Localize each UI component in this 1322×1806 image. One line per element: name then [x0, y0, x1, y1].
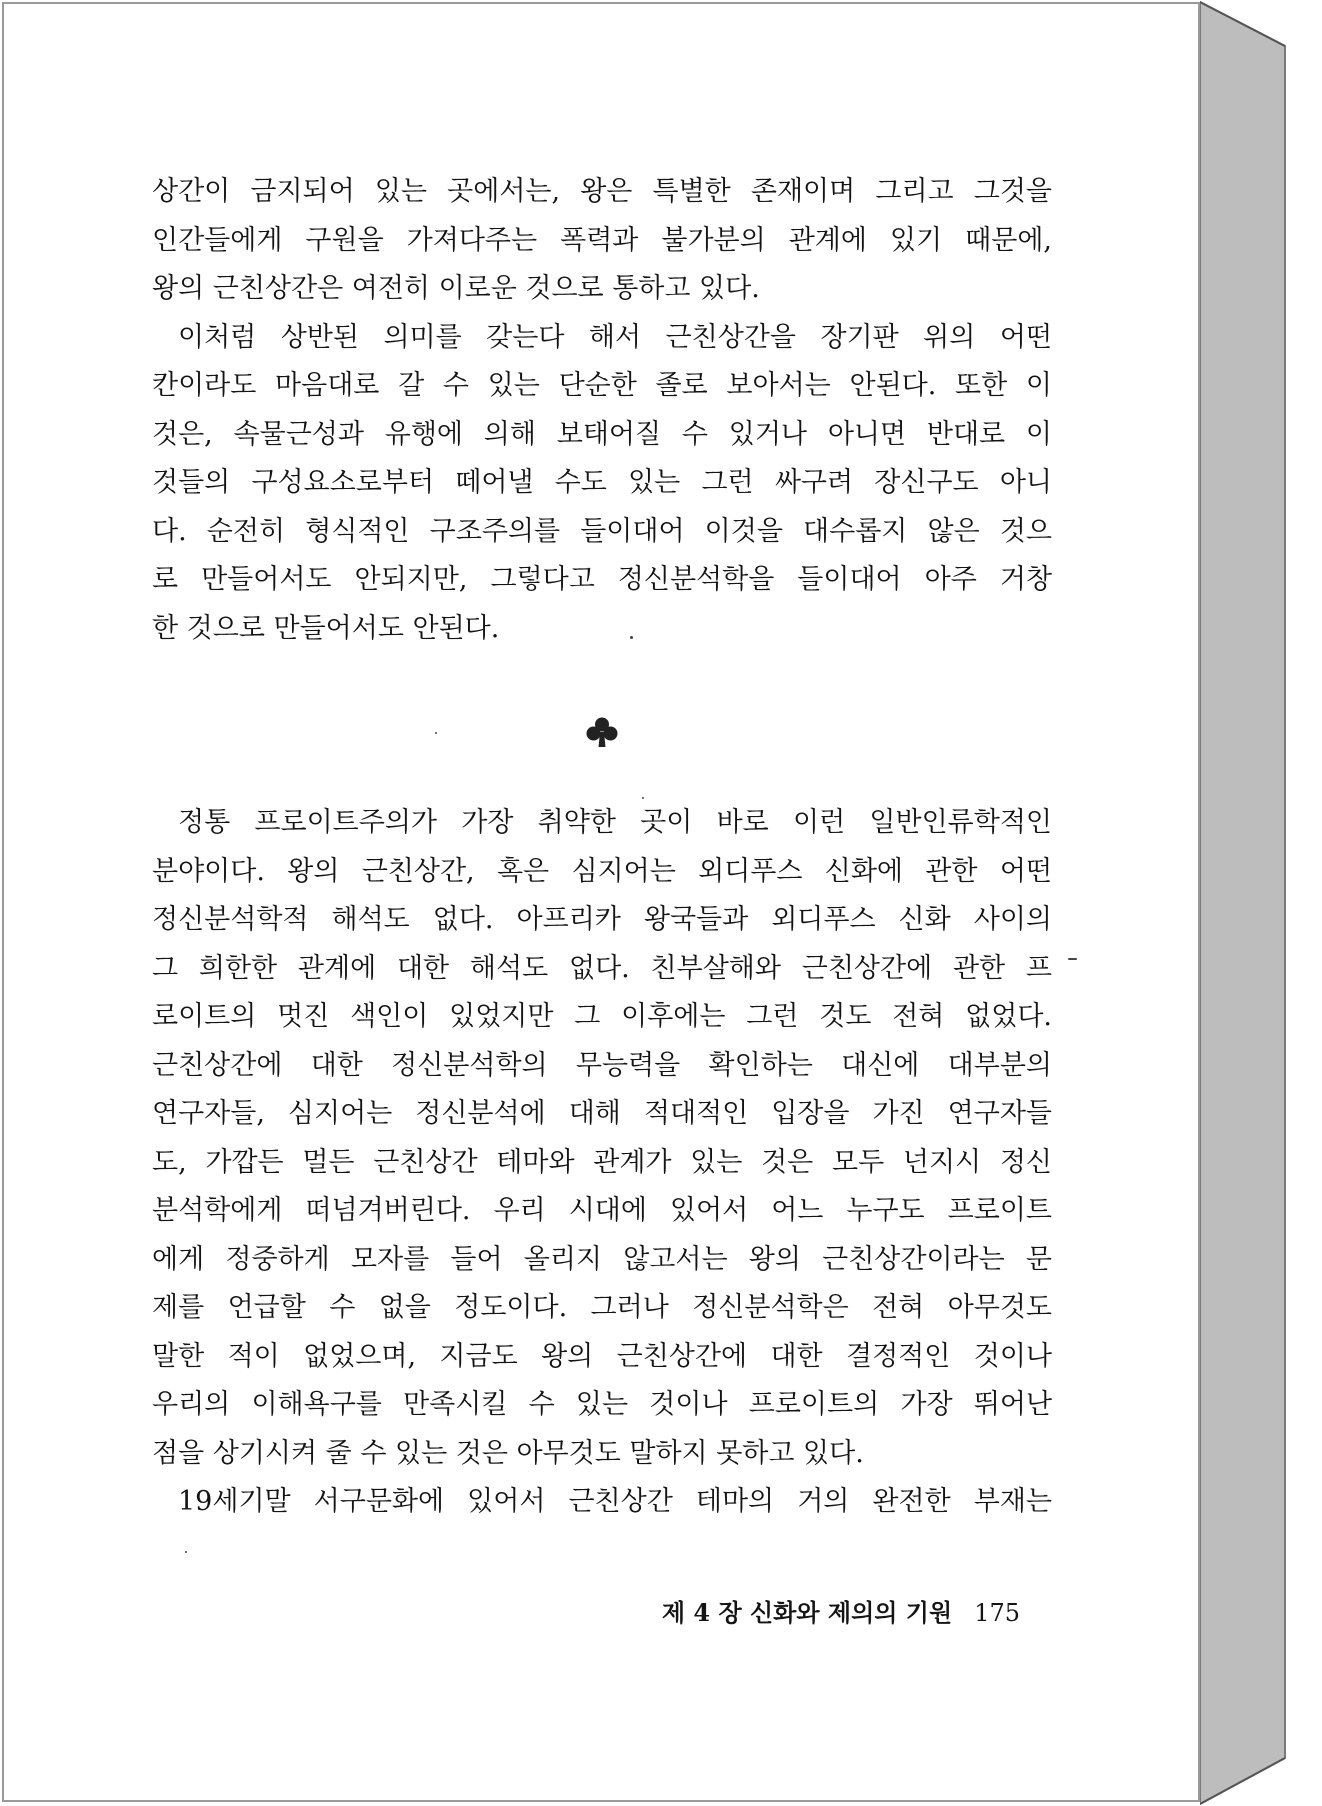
- text-line: 상간이 금지되어 있는 곳에서는, 왕은 특별한 존재이며 그리고 그것을: [152, 176, 1052, 207]
- text-line: 연구자들, 심지어는 정신분석에 대해 적대적인 입장을 가진 연구자들: [152, 1098, 1052, 1129]
- paragraph-3: [152, 799, 1052, 1478]
- text-line: 정신분석학적 해석도 없다. 아프리카 왕국들과 외디푸스 신화 사이의: [152, 904, 1052, 935]
- text-line: 분석학에게 떠넘겨버린다. 우리 시대에 있어서 어느 누구도 프로이트: [152, 1195, 1052, 1226]
- scan-speck: [185, 1551, 187, 1553]
- text-line: 우리의 이해욕구를 만족시킬 수 있는 것이나 프로이트의 가장 뛰어난: [152, 1389, 1052, 1420]
- book-side-edge: [1200, 0, 1322, 1806]
- text-line: 다. 순전히 형식적인 구조주의를 들이대어 이것을 대수롭지 않은 것으: [152, 515, 1052, 547]
- text-line: 로 만들어서도 안되지만, 그렇다고 정신분석학을 들이대어 아주 거창: [152, 564, 1052, 595]
- paragraph-4: [152, 1478, 1052, 1527]
- page-number: 175: [974, 1599, 1020, 1627]
- chapter-title: 제 4 장 신화와 제의의 기원: [661, 1598, 953, 1627]
- text-line: 정통 프로이트주의가 가장 취약한 곳이 바로 이런 일반인류학적인: [178, 807, 1052, 838]
- text-line: 한 것으로 만들어서도 안된다.: [152, 612, 500, 644]
- text-line: 말한 적이 없었으며, 지금도 왕의 근친상간에 대한 결정적인 것이나: [152, 1340, 1052, 1372]
- text-line: 에게 정중하게 모자를 들어 올리지 않고서는 왕의 근친상간이라는 문: [152, 1243, 1052, 1275]
- text-line: 점을 상기시켜 줄 수 있는 것은 아무것도 말하지 못하고 있다.: [152, 1437, 864, 1469]
- paragraph-2: [152, 314, 1052, 654]
- text-line: 인간들에게 구원을 가져다주는 폭력과 불가분의 관계에 있기 때문에,: [152, 224, 1052, 256]
- club-icon: [585, 716, 619, 750]
- text-line: 로이트의 멋진 색인이 있었지만 그 이후에는 그런 것도 전혀 없었다.: [152, 1001, 1052, 1032]
- text-line: 분야이다. 왕의 근친상간, 혹은 심지어는 외디푸스 신화에 관한 어떤: [152, 855, 1052, 887]
- body-text: [152, 168, 1052, 1527]
- text-line: 19세기말 서구문화에 있어서 근친상간 테마의 거의 완전한 부재는: [178, 1486, 1052, 1517]
- text-line: 제를 언급할 수 없을 정도이다. 그러나 정신분석학은 전혀 아무것도: [152, 1292, 1052, 1323]
- text-line: 이처럼 상반된 의미를 갖는다 해서 근친상간을 장기판 위의 어떤: [178, 321, 1052, 353]
- paragraph-1: [152, 168, 1052, 314]
- text-line: 근친상간에 대한 정신분석학의 무능력을 확인하는 대신에 대부분의: [152, 1049, 1052, 1081]
- text-line: 도, 가깝든 멀든 근친상간 테마와 관계가 있는 것은 모두 넌지시 정신: [152, 1146, 1052, 1178]
- text-line: 것은, 속물근성과 유행에 의해 보태어질 수 있거나 아니면 반대로 이: [152, 418, 1052, 450]
- text-line: 왕의 근친상간은 여전히 이로운 것으로 통하고 있다.: [152, 273, 760, 304]
- scan-speck: [1068, 958, 1077, 960]
- text-line: 칸이라도 마음대로 갈 수 있는 단순한 졸로 보아서는 안된다. 또한 이: [152, 370, 1052, 401]
- text-line: 것들의 구성요소로부터 떼어낼 수도 있는 그런 싸구려 장신구도 아니: [152, 467, 1052, 498]
- text-line: 그 희한한 관계에 대한 해석도 없다. 친부살해와 근친상간에 관한 프: [152, 952, 1052, 984]
- page-footer: [662, 1593, 1020, 1628]
